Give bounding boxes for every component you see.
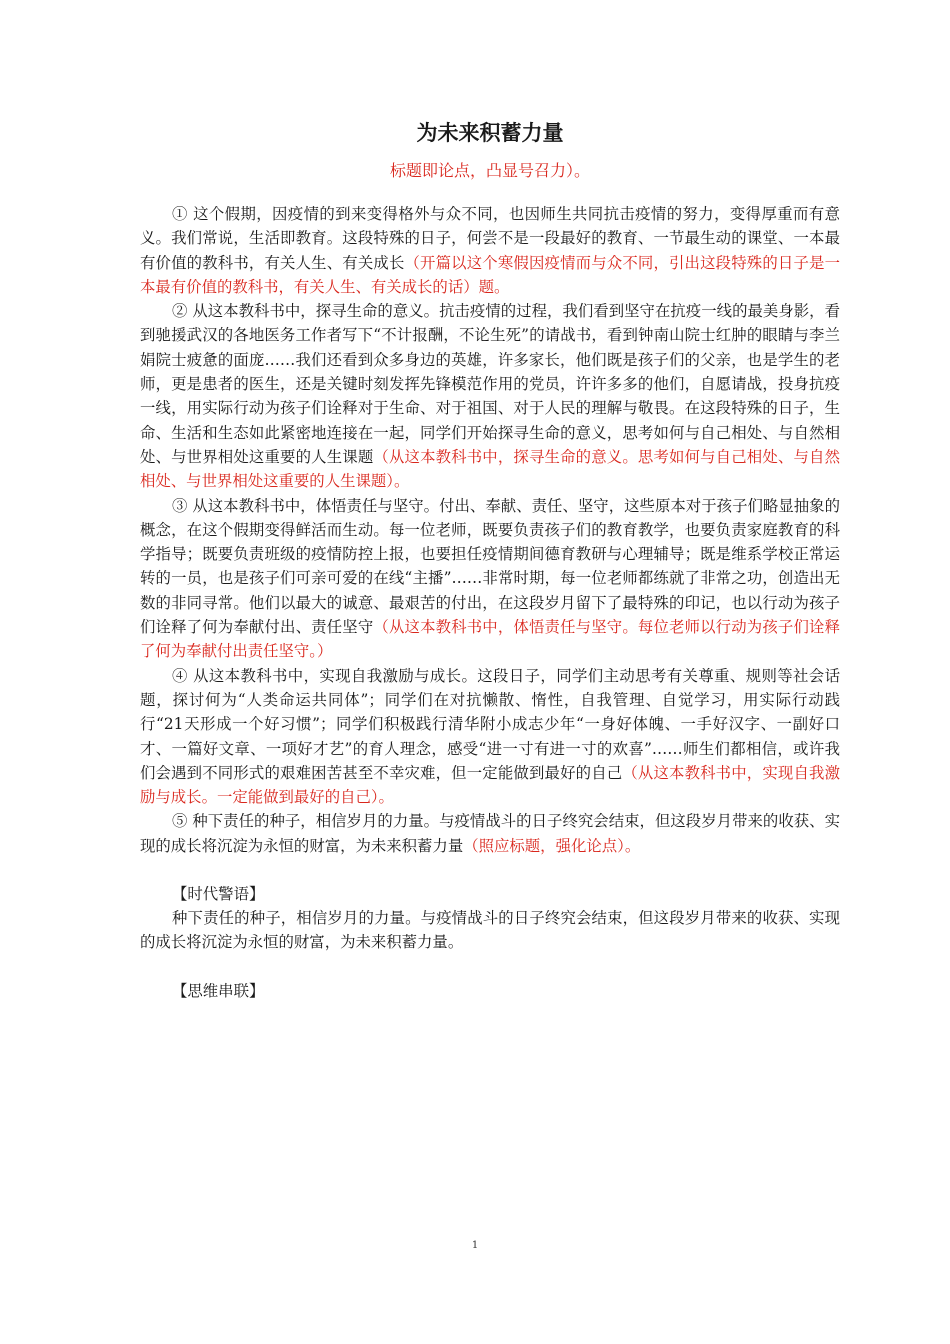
paragraph-5	[140, 809, 840, 858]
paragraph-2-text: ② 从这本教科书中，探寻生命的意义。抗击疫情的过程，我们看到坚守在抗疫一线的最美身影，看到驰援武汉的各地医务工作者写下“不计报酬，不论生死”的请战书，看到钟南山院士红肿的眼睛与李兰娟院士疲惫的面庞……我们还看到众多身边的英雄，许多家长，他们既是孩子们的父亲，也是学生的老师，更是患者的医生，还是关键时刻发挥先锋模范作用的党员，许许多多的他们，自愿请战，投身抗疫一线，用实际行动为孩子们诠释对于生命、对于祖国、对于人民的理解与敬畏。在这段特殊的日子，生命、生活和生态如此紧密地连接在一起，同学们开始探寻生命的意义，思考如何与自己相处、与自然相处、与世界相处这重要的人生课题	[140, 302, 840, 466]
paragraph-4-annotation: （从这本教科书中，实现自我激励与成长。一定能做到最好的自己）。	[140, 763, 840, 807]
paragraph-5-annotation: （照应标题，强化论点）。	[463, 836, 641, 855]
paragraph-1-annotation: （开篇以这个寒假因疫情而与众不同，引出这段特殊的日子是一本最有价值的教科书，有关人生、有关成长的话）题。	[140, 253, 840, 296]
paragraph-3-text: ③ 从这本教科书中，体悟责任与坚守。付出、奉献、责任、坚守，这些原本对于孩子们略显抽象的概念，在这个假期变得鲜活而生动。每一位老师，既要负责孩子们的教育教学，也要负责家庭教育的科学指导；既要负责班级的疫情防控上报，也要担任疫情期间德育教研与心理辅导；既是维系学校正常运转的一员，也是孩子们可亲可爱的在线“主播”……非常时期，每一位老师都练就了非常之功，创造出无数的非同寻常。他们以最大的诚意、最艰苦的付出，在这段岁月留下了最特殊的印记，也以行动为孩子们诠释了何为奉献付出、责任坚守	[140, 496, 840, 637]
document-title: 为未来积蓄力量	[416, 121, 564, 145]
paragraph-3	[140, 494, 840, 664]
motto-text: 种下责任的种子，相信岁月的力量。与疫情战斗的日子终究会结束，但这段岁月带来的收获、实现的成长将沉淀为永恒的财富，为未来积蓄力量。	[140, 909, 840, 952]
document-page	[140, 118, 840, 1003]
paragraph-2	[140, 299, 840, 493]
paragraph-5-text: ⑤ 种下责任的种子，相信岁月的力量。与疫情战斗的日子终究会结束，但这段岁月带来的收获、实现的成长将沉淀为永恒的财富，为未来积蓄力量	[140, 812, 840, 855]
document-body	[140, 202, 840, 858]
document-subtitle: 标题即论点，凸显号召力）。	[389, 161, 590, 180]
thinking-heading: 【思维串联】	[172, 981, 265, 1000]
paragraph-1-text: ① 这个假期，因疫情的到来变得格外与众不同，也因师生共同抗击疫情的努力，变得厚重而有意义。我们常说，生活即教育。这段特殊的日子，何尝不是一段最好的教育、一节最生动的课堂、一本最有价值的教科书，有关人生、有关成长	[140, 205, 840, 272]
paragraph-4	[140, 664, 840, 810]
page-number: 1	[471, 1240, 479, 1251]
motto-heading: 【时代警语】	[172, 885, 265, 904]
paragraph-4-text: ④ 从这本教科书中，实现自我激励与成长。这段日子，同学们主动思考有关尊重、规则等社会话题，探讨何为“人类命运共同体”；同学们在对抗懒散、惰性，自我管理、自觉学习，用实际行动践行“21天形成一个好习惯”；同学们积极践行清华附小成志少年“一身好体魄、一手好汉字、一副好口才、一篇好文章、一项好才艺”的育人理念，感受“进一寸有进一寸的欢喜”……师生们都相信，或许我们会遇到不同形式的艰难困苦甚至不幸灾难，但一定能做到最好的自己	[140, 666, 840, 782]
paragraph-2-annotation: （从这本教科书中，探寻生命的意义。思考如何与自己相处、与自然相处、与世界相处这重要的人生课题）。	[140, 447, 840, 491]
paragraph-3-annotation: （从这本教科书中，体悟责任与坚守。每位老师以行动为孩子们诠释了何为奉献付出责任坚守。）	[140, 618, 840, 661]
paragraph-1	[140, 202, 840, 299]
